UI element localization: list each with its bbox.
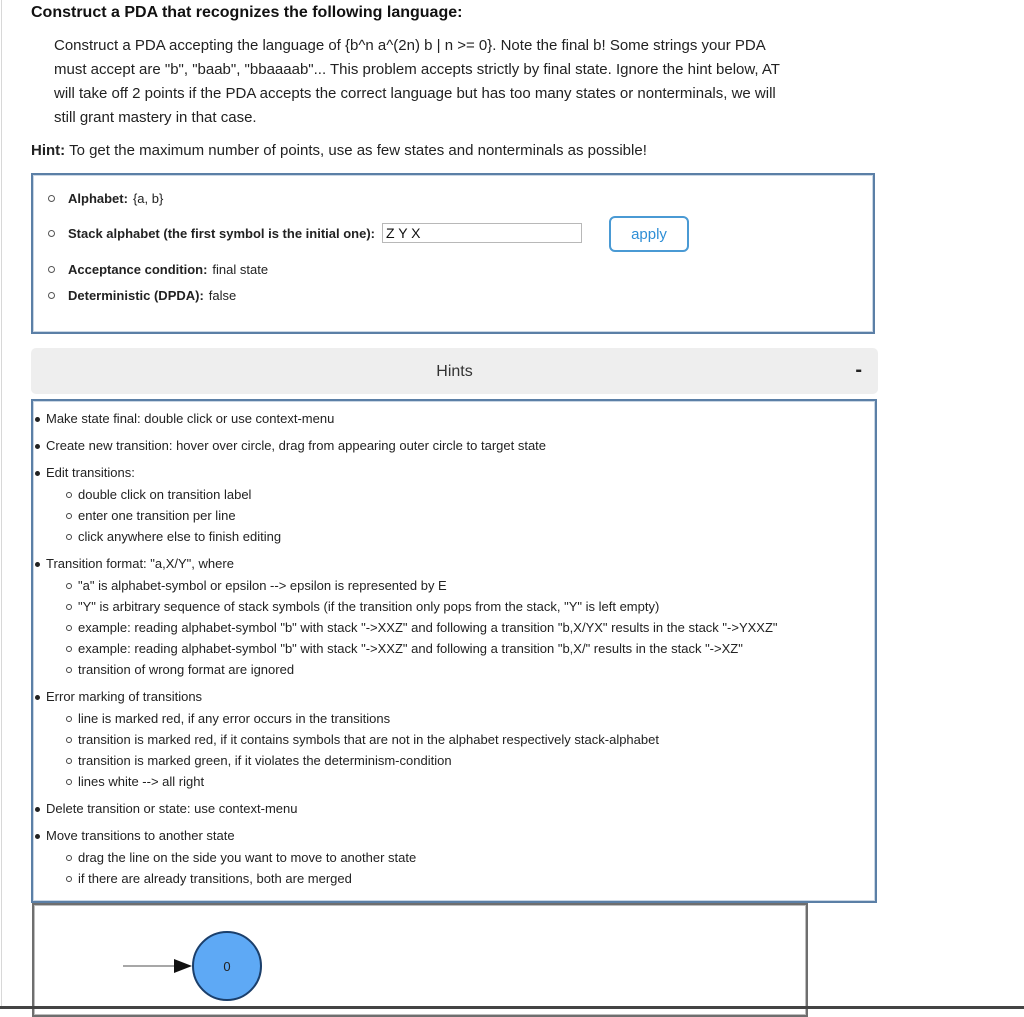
bullet-icon (48, 230, 55, 237)
hint-item: Delete transition or state: use context-menu (46, 801, 298, 816)
bullet-icon (48, 195, 55, 202)
hints-collapsible-header[interactable] (31, 348, 878, 394)
hint-subitem: "a" is alphabet-symbol or epsilon --> epsilon is represented by E (78, 578, 447, 593)
hint-subitem: if there are already transitions, both are merged (78, 871, 352, 886)
apply-button[interactable]: apply (609, 216, 689, 252)
page-left-rule (1, 0, 2, 1009)
hint-line (31, 142, 647, 159)
hint-subitem: transition is marked red, if it contains symbols that are not in the alphabet respectively stack-alphabet (78, 732, 659, 747)
hint-subitem: line is marked red, if any error occurs in the transitions (78, 711, 391, 726)
deterministic-label: Deterministic (DPDA): (68, 288, 204, 303)
hint-subitem: transition of wrong format are ignored (78, 662, 295, 677)
hint-subitem: transition is marked green, if it violates the determinism-condition (78, 753, 452, 768)
acceptance-row (48, 262, 268, 277)
deterministic-row (48, 288, 236, 303)
collapse-toggle-icon[interactable]: - (855, 359, 862, 381)
hint-item: Error marking of transitions (46, 689, 203, 704)
bullet-icon (48, 292, 55, 299)
stack-alphabet-label: Stack alphabet (the first symbol is the initial one): (68, 225, 375, 241)
hint-item: Transition format: "a,X/Y", where (46, 556, 234, 571)
automaton-svg (34, 905, 806, 1015)
hint-subitem: example: reading alphabet-symbol "b" with stack "->XXZ" and following a transition "b,X/" results in the stack "->XZ" (78, 641, 743, 656)
problem-line: must accept are "b", "baab", "bbaaaab"... This problem accepts strictly by final state. Ignore the hint below, AT (54, 61, 780, 78)
initial-arrow-head-icon (174, 959, 192, 973)
hint-subitem: lines white --> all right (78, 774, 205, 789)
stack-alphabet-row (48, 223, 582, 243)
alphabet-row (48, 191, 163, 206)
deterministic-value: false (208, 288, 237, 303)
automaton-editor-canvas[interactable] (32, 903, 808, 1017)
state-label: 0 (223, 959, 231, 974)
hint-item: Edit transitions: (46, 465, 135, 480)
hint-label: Hint: (31, 142, 66, 159)
bullet-icon (48, 266, 55, 273)
problem-heading: Construct a PDA that recognizes the following language: (31, 4, 463, 21)
problem-description (54, 34, 854, 130)
alphabet-value: {a, b} (132, 191, 164, 206)
hint-subitem: double click on transition label (78, 487, 252, 502)
hint-subitem: click anywhere else to finish editing (78, 529, 282, 544)
problem-line: will take off 2 points if the PDA accepts the correct language but has too many states or nonterminals, we will (54, 85, 776, 102)
hint-item: Make state final: double click or use context-menu (46, 411, 335, 426)
acceptance-value: final state (212, 262, 269, 277)
problem-line: Construct a PDA accepting the language of {b^n a^(2n) b | n >= 0}. Note the final b! Some strings your PDA (54, 37, 766, 54)
acceptance-label: Acceptance condition: (68, 262, 208, 277)
hint-text: To get the maximum number of points, use as few states and nonterminals as possible! (69, 142, 647, 159)
stack-alphabet-input[interactable] (382, 223, 582, 243)
problem-line: still grant mastery in that case. (54, 109, 257, 126)
hint-subitem: "Y" is arbitrary sequence of stack symbols (if the transition only pops from the stack, "Y" is left empty) (78, 599, 660, 614)
hint-subitem: drag the line on the side you want to move to another state (78, 850, 417, 865)
alphabet-label: Alphabet: (68, 191, 128, 206)
hints-title: Hints (436, 363, 473, 380)
hints-panel (31, 399, 877, 903)
hint-item: Move transitions to another state (46, 828, 235, 843)
hint-item: Create new transition: hover over circle, drag from appearing outer circle to target state (46, 438, 547, 453)
pda-settings-panel (31, 173, 875, 334)
hint-subitem: example: reading alphabet-symbol "b" with stack "->XXZ" and following a transition "b,X/YX" results in the stack "->YXXZ" (78, 620, 778, 635)
hint-subitem: enter one transition per line (78, 508, 236, 523)
